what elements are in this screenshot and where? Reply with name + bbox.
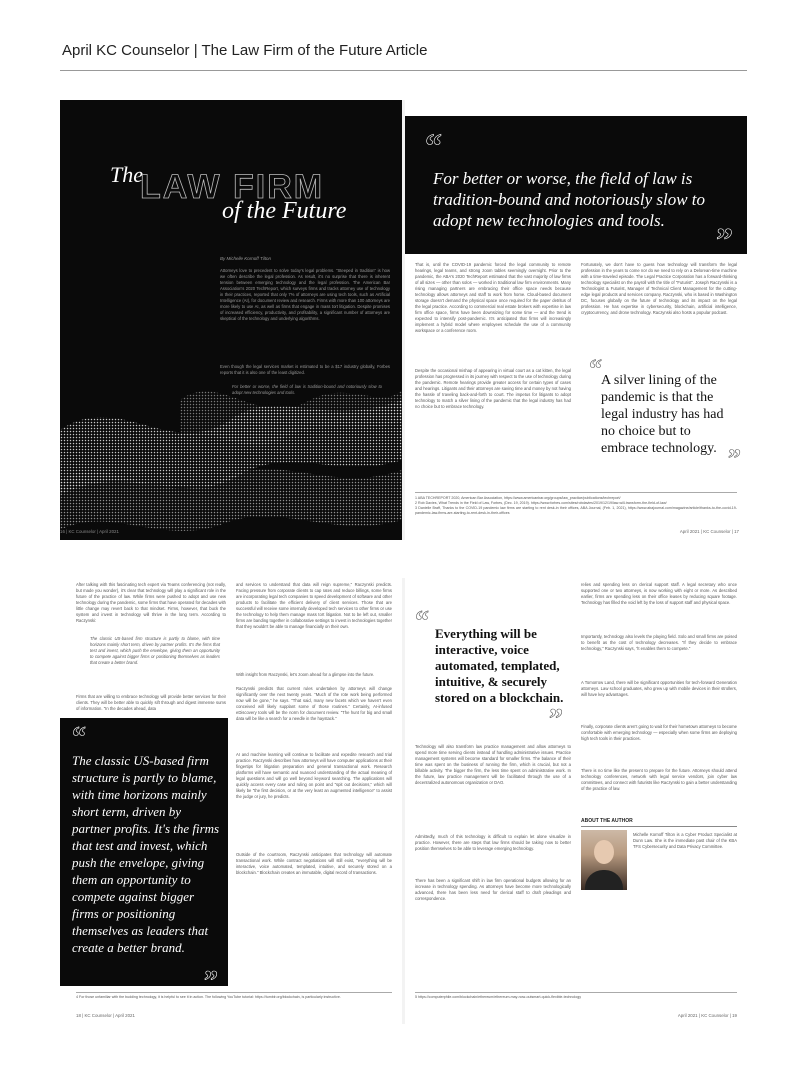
body-column-1b: Despite the occasional mishap of appearing in virtual court as a cat kitten, the legal profession has progressed in its journey with respect to the use of technology during the pandemic. Remote hearings provide greater access for certain types of cases and hearings. Litigants and their attorneys are saving time and money by not having the hassle of traveling back-and-forth to court. The impetus for litigants to adopt technology to match a silver lining of the pandemic that the legal industry has had no choice but to embrace technology. (415, 368, 571, 409)
intro-paragraph-2: Even though the legal services market is estimated to be a $17 industry globally, Forbes reports that it is also one of the least digitized. (220, 364, 390, 375)
body-col-b3: Raczynski predicts that current rules undertaken by attorneys will change significantly over the next twenty years. "Much of the rote work being performed now will be gone," he says. "That said, many new facets which we haven't even conceived will likely supplant some of those routines." Certainly, AI-infused eDiscovery tools will be the norm for document review. "The hunt for big and small data will be like a search for a needle in the haystack." (236, 686, 392, 721)
header-divider (60, 70, 747, 71)
footnote-3: 3 Danielle Braff, Thanks to the COVID-19 pandemic law firms are starting to rent desk-in their offices, ABA Journal, (Feb. 1, 2021), https://www.abajournal.com/magazine/article/thanks-to-the-covid-19-pandemic-law-firms-are-starting-to-rent-desk-in-their-offices (415, 506, 737, 515)
body-col-d: relies and spending less on clerical support staff. A legal secretary who once supported one or two attorneys, is now working with eight or more. As described earlier, firms are spending less on their office leases by reducing square footage. Technology has filled the void left by the loss of support staff and physical space. (581, 582, 737, 605)
folio-17: April 2021 | KC Counselor | 17 (679, 529, 739, 534)
about-author-title: ABOUT THE AUTHOR (581, 818, 737, 827)
title-law-firm: LAW FIRM (140, 168, 325, 206)
close-quote-icon-4: ” (549, 704, 563, 735)
author-photo (581, 830, 627, 890)
footnote-1: 1 ABA TECHREPORT 2020, American Bar Association, https://www.americanbar.org/groups/law_practice/publications/techreport/ (415, 496, 621, 500)
title-the: The (110, 162, 143, 187)
pull-quote-right: Everything will be interactive, voice automated, templated, intuitive, & securely stored on a blockchain. (435, 626, 564, 705)
pull-quote-left-text: The classic US-based firm structure is partly to blame, with time horizons mainly short term, driven by partner profits. It's the firms that test and invest, which push the envelope, giving them an opportunity to compete against bigger firms or positioning themselves as leaders that create a better brand. (72, 753, 220, 955)
body-column-2: Fortunately, we don't have to guess how technology will transform the legal profession in the years to come nor do we need to rely on a Delorean-time machine with a time-traveled episode. The Legal Practice Corporation has a forward-thinking technology specialist on the payroll with the title of "Futurist". Joseph Raczynski is a Technologist & Futurist, Manager of Technical Client Management for the cutting-edge legal products and services company. Raczynski, who is based in Washington DC, focuses globally on the future of technology and its impact on the legal profession. He has expertise in cybersecurity, blockchain, artificial intelligence, cryptocurrency, and drone technology. Raczynski also hosts a popular podcast. (581, 262, 737, 315)
page-19 (405, 578, 747, 1024)
body-col-c: Technology will also transform law practice management and allow attorneys to spend more time serving clients instead of handling administrative issues. Practice management systems will become standard for smaller firms. The balance of their time was spent on the business of running the firm, which is crucial, but not a billable activity. The bigger the firm, the less time spent on administrative work. In the future, law practice management will be facilitated through the use of a decentralized autonomous organization or DAO. (415, 744, 571, 785)
open-quote-icon: “ (425, 128, 442, 165)
footnotes (415, 492, 737, 516)
close-quote-icon-3: ” (204, 966, 218, 997)
footnote-4: 4 For those unfamiliar with the budding technology, it is helpful to see it in action. The following YouTube tutorial: https://tumblr.org/blockchain, is particularly instructive. (76, 992, 392, 1000)
body-col-a: After talking with this fascinating tech expert via Teams conferencing (not really, but made you wonder), it's clear that technology will play a significant role in the future of the practice of law. While firms were pushed to adopt and use new technology during the pandemic, some firms that have operated for decades with little change may revert back to that mindset. Firms, however, that buck the system and invest in technology will thrive in the long term. According to Raczynski: (76, 582, 226, 623)
body-col-a2: Firms that are willing to embrace technology will provide better services for their clients. They will be better able to quickly sift through and digest immense sums of information. "In the decades ahead, data (76, 694, 226, 711)
pull-quote-2: A silver lining of the pandemic is that the legal industry has had no choice but to embrace technology. (601, 373, 724, 456)
body-col-d3: A Tomorrow Land, there will be significant opportunities for tech-forward Generation attorneys. Law school graduates, who grew up with mobile devices in their strollers, will have key advantages. (581, 680, 737, 697)
body-col-d2: Importantly, technology also levels the playing field. Solo and small firms are poised to benefit as the cost of technology decreases. "If they decide to embrace technology," Raczynski says, "it enables them to compete." (581, 634, 737, 651)
body-col-b: and services to understand that data will reign supreme," Raczynski predicts. Facing pressure from corporate clients to cap rates and reduce billings, some firms are incorporating legal tech companies to speed development of software and other products to facilitate the efficient delivery of client services. Those that are successful will receive some internally developed tech services to other firms or use the technology to help them manage mass tort litigation. Not to be left out, smaller firms are banding together in collaborative settings to invest in technologies together that they wouldn't be able to manage financially on their own. (236, 582, 392, 629)
close-quote-icon-2: ” (728, 444, 741, 473)
open-quote-icon-3: “ (72, 722, 86, 753)
pull-quote-box (405, 116, 747, 259)
page-17 (405, 100, 747, 540)
spread-pages-18-19 (60, 578, 747, 1024)
close-quote-icon: ” (716, 222, 733, 259)
block-quote-a: The classic US-based firm structure is partly to blame, with time horizons mainly short term, driven by partner profits. It's the firms that test and invest, which push the envelope, giving them an opportunity to compete against bigger firms or positioning themselves as leaders that create a better brand. (90, 636, 220, 665)
body-col-c2: Admittedly, much of this technology is difficult to explain let alone visualize in practice. However, there are steps that law firms should be taking now to better position themselves to be able to leverage emerging technology. (415, 834, 571, 851)
folio-19: April 2021 | KC Counselor | 19 (677, 1013, 737, 1018)
page-16 (60, 100, 402, 540)
folio-18: 18 | KC Counselor | April 2021 (76, 1013, 135, 1018)
body-col-d5: There is no time like the present to prepare for the future. Attorneys should attend technology conferences, network with legal service vendors, join cyber law committees, and connect with futurists like Raczynski to gain a better understanding of the practice of law. (581, 768, 737, 791)
body-col-d4: Finally, corporate clients aren't going to wait for their hometown attorneys to become comfortable with emerging technology — especially when some firms are deploying high tech tools in their practices. (581, 724, 737, 741)
pull-quote-left-box (60, 718, 228, 997)
title-of-the-future: of the Future (222, 198, 347, 224)
page-title: April KC Counselor | The Law Firm of the Future Article (62, 42, 428, 59)
body-col-b4: AI and machine learning will continue to facilitate and expedite research and trial practice. Raczynski describes how attorneys will have computer applications at their fingertips for litigation preparation and general transactional work. Research platforms will have semantic and nuanced understanding of the actual meaning of legal questions and will go well beyond keyword searching. The applications will quickly access every case and ruling on point and "spit out decisions," which will likely be "the first decision, or at the very least an augmented intelligence" to assist the judge or jury, he predicts. (236, 752, 392, 799)
about-author-text: Michelle Kornoff Tilton is a Cyber Product Specialist at Dunn Law. She is the immediate past chair of the KBA TFS Cybersecurity and Data Privacy Committee. (633, 832, 737, 849)
byline: By Michelle Kornoff Tilton (220, 256, 271, 261)
body-col-b5: Outside of the courtroom, Raczynski anticipates that technology will automate transactional work. While contract negotiations will still exist, "everything will be interactive, voice automated, templated, intuitive, and securely stored on a blockchain." Blockchain creates an immutable, digital record of transactions. (236, 852, 392, 875)
pull-quote-text: For better or worse, the field of law is tradition-bound and notoriously slow to adopt new technologies and tools. (433, 169, 706, 230)
intro-quote: For better or worse, the field of law is tradition-bound and notoriously slow to adopt new technologies and tools. (232, 384, 382, 395)
body-column-1: That is, until the COVID-19 pandemic forced the legal community to remote hearings, legal teams, and strong zoom tables seemingly overnight. Prior to the pandemic, the ABA's 2020 TechReport estimated that the vast majority of law firms of all sizes — other than solos — worked in traditional law firm environments. Many rising managing partners are embracing their office space needs because technology allows attorneys and staff to work from home. Cloud-based document storage doesn't demand the physical space once required for the paper detritus of the legal practice. According to commercial real estate brokers with expertise in law firm office space, firms have been downsizing for some time — and the trend is expected to intensify post-pandemic. It's anticipated that firms will increasingly implement a hybrid model where employees schedule the use of a community workspace or a conference room. (415, 262, 571, 333)
intro-paragraph-1: Attorneys love to precedent to solve today's legal problems. "Steeped in tradition" is how we often describe the legal profession. As result, it's no surprise that there is inherent tension between emerging technology and the legal profession. The American Bar Association's 2020 TechReport, which surveys firms and tracks attorney use of technology in their practices, reported that only 7% of attorneys are using tech tools, such as Artificial Intelligence (AI), for document review and research. Firms with more than 100 attorneys are more likely to use AI, as well as firms that engage in mass tort litigation. Despite promises of increased efficiency, productivity, and profitability, a significant number of attorneys are skeptical of the technology and underlying algorithms. (220, 268, 390, 321)
open-quote-icon-4: “ (415, 606, 429, 637)
body-col-c3: There has been a significant shift in law firm operational budgets allowing for an increase in technology spending. As attorneys have become more technologically advanced, there has been less need for clerical staff to draft pleadings and correspondence. (415, 878, 571, 901)
open-quote-icon-2: “ (589, 354, 602, 383)
footnote-2: 2 Rob Davies, What Trends in the Field of Law, Forbes, (Dec. 19, 2019). https://www.forbes.com/sites/robdavies/2019/12/19/law-will-transform-the-field-of-law/ (415, 501, 667, 505)
spread-pages-16-17 (60, 100, 747, 540)
page-18 (60, 578, 402, 1024)
body-col-b2: With insight from Raczynski, let's zoom ahead for a glimpse into the future. (236, 672, 375, 677)
folio-16: 16 | KC Counselor | April 2021 (60, 529, 119, 534)
footnote-5: 5 https://computerphile.com/blockchain/ethereum/ethereum-may-now-outsmart-quick-flexible-technology (415, 992, 737, 1000)
